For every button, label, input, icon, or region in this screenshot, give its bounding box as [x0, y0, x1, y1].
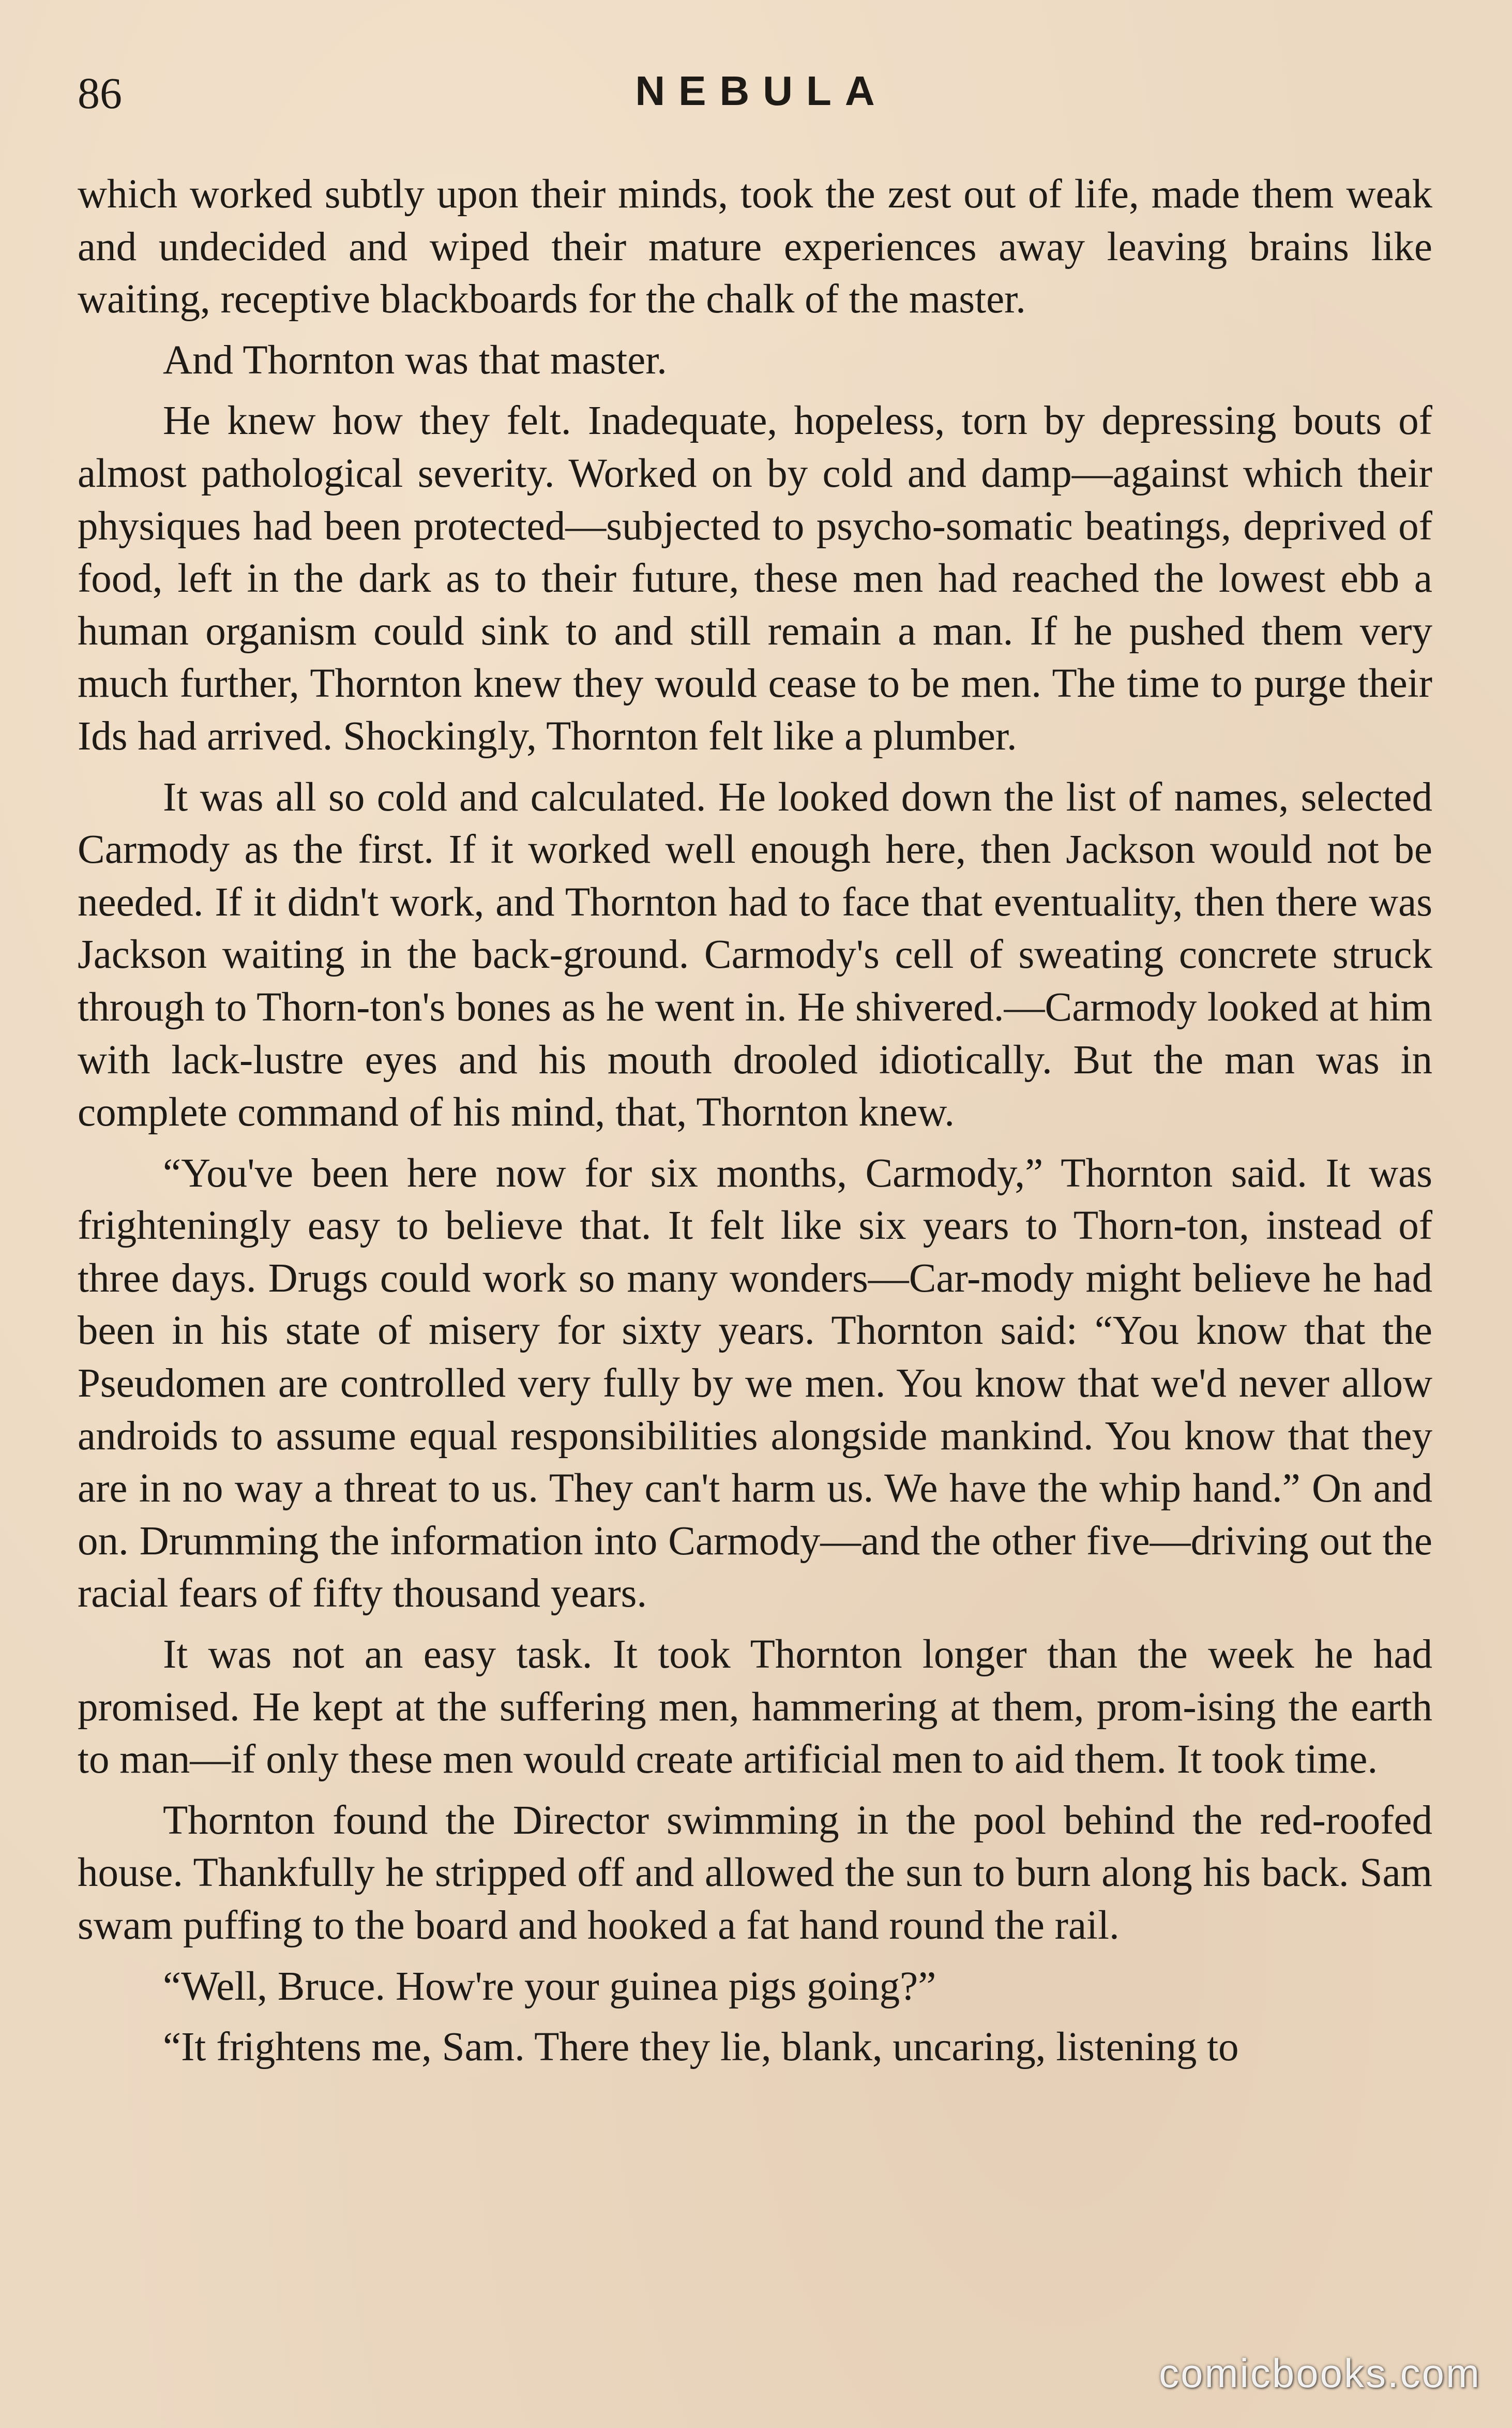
page	[78, 57, 1432, 2405]
page-header	[78, 57, 1432, 129]
watermark: comicbooks.com	[1159, 2350, 1481, 2396]
paragraph: “It frightens me, Sam. There they lie, blank, uncaring, listening to	[163, 2025, 1239, 2070]
paragraph: Thornton found the Director swimming in the pool behind the red-roofed house. Thankfully he stripped off and allowed the sun to burn along his back. Sam swam puffing to the board and hooked a fat hand round the rail.	[78, 1797, 1432, 1948]
paragraph: It was not an easy task. It took Thornton longer than the week he had promised. He kept at the suffering men, hammering at them, prom-ising the earth to man—if only these men would create artificial men to aid them. It took time.	[78, 1632, 1432, 1782]
paragraph: “Well, Bruce. How're your guinea pigs going?”	[163, 1964, 936, 2009]
paragraph: which worked subtly upon their minds, took the zest out of life, made them weak and undecided and wiped their mature experiences away leaving brains like waiting, receptive blackboards for the chalk of the master.	[78, 172, 1432, 322]
paragraph: It was all so cold and calculated. He looked down the list of names, selected Carmody as the first. If it worked well enough here, then Jackson would not be needed. If it didn't work, and Thornton had to face that eventuality, then there was Jackson waiting in the back-ground. Carmody's cell of sweating concrete struck through to Thorn-ton's bones as he went in. He shivered.—Carmody looked at him with lack-lustre eyes and his mouth drooled idiotically. But the man was in complete command of his mind, that, Thornton knew.	[78, 774, 1432, 1135]
paragraph: He knew how they felt. Inadequate, hopeless, torn by depressing bouts of almost pathological severity. Worked on by cold and damp—against which their physiques had been protected—subjected to psycho-somatic beatings, deprived of food, left in the dark as to their future, these men had reached the lowest ebb a human organism could sink to and still remain a man. If he pushed them very much further, Thornton knew they would cease to be men. The time to purge their Ids had arrived. Shockingly, Thornton felt like a plumber.	[78, 398, 1432, 759]
body-text	[78, 168, 1432, 2082]
paragraph: “You've been here now for six months, Carmody,” Thornton said. It was frighteningly easy to believe that. It felt like six years to Thorn-ton, instead of three days. Drugs could work so many wonders—Car-mody might believe he had been in his state of misery for sixty years. Thornton said: “You know that the Pseudomen are controlled very fully by we men. You know that we'd never allow androids to assume equal responsibilities alongside mankind. You know that they are in no way a threat to us. They can't harm us. We have the whip hand.” On and on. Drumming the information into Carmody—and the other five—driving out the racial fears of fifty thousand years.	[78, 1150, 1432, 1616]
page-number: 86	[78, 68, 122, 118]
magazine-title: NEBULA	[635, 68, 888, 114]
paragraph: And Thornton was that master.	[163, 337, 667, 383]
